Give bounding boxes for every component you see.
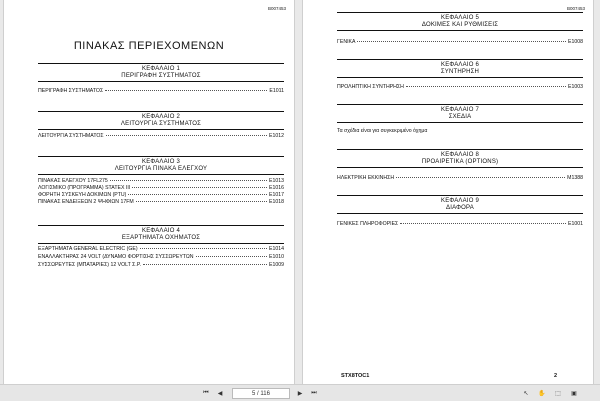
divider (337, 167, 583, 168)
divider (337, 30, 583, 31)
divider (38, 81, 284, 82)
chapter-heading: ΚΕΦΑΛΑΙΟ 6 ΣΥΝΤΗΡΗΣΗ (337, 59, 583, 78)
toc-entry[interactable]: ΠΙΝΑΚΑΣ ΕΛΕΓΧΟΥ 17FL275 E1013 (38, 178, 284, 184)
chapter-heading: ΚΕΦΑΛΑΙΟ 7 ΣΧΕΔΙΑ (337, 104, 583, 123)
toc-entry[interactable]: ΛΕΙΤΟΥΡΓΙΑ ΣΥΣΤΗΜΑΤΟΣ E1012 (38, 133, 284, 139)
document-code: B007453 (566, 6, 585, 11)
right-page (303, 0, 593, 385)
chapter-heading: ΚΕΦΑΛΑΙΟ 2 ΛΕΙΤΟΥΡΓΙΑ ΣΥΣΤΗΜΑΤΟΣ (38, 111, 284, 130)
divider (38, 156, 284, 157)
hand-tool-icon[interactable]: ✋ (538, 390, 546, 397)
chapter-heading: ΚΕΦΑΛΑΙΟ 3 ΛΕΙΤΟΥΡΓΙΑ ΠΙΝΑΚΑ ΕΛΕΓΧΟΥ (38, 156, 284, 175)
toc-entry[interactable]: ΛΟΓΙΣΜΙΚΟ (ΠΡΟΓΡΑΜΜΑ) STATEX III E1016 (38, 185, 284, 191)
divider (337, 122, 583, 123)
divider (337, 12, 583, 13)
toc-entry[interactable]: ΦΟΡΗΤΗ ΣΥΣΚΕΥΗ ΔΟΚΙΜΩΝ (PTU) E1017 (38, 192, 284, 198)
toc-entry[interactable]: ΠΙΝΑΚΑΣ ΕΝΔΕΙΞΕΩΝ 2 ΨΗΦΙΩΝ 17FM E1018 (38, 199, 284, 205)
chapter-heading: ΚΕΦΑΛΑΙΟ 1 ΠΕΡΙΓΡΑΦΗ ΣΥΣΤΗΜΑΤΟΣ (38, 63, 284, 82)
divider (337, 195, 583, 196)
toc-entry[interactable]: ΗΛΕΚΤΡΙΚΗ ΕΚΚΙΝΗΣΗ M1388 (337, 175, 583, 181)
chapter-heading: ΚΕΦΑΛΑΙΟ 4 ΕΞΑΡΤΗΜΑΤΑ ΟΧΗΜΑΤΟΣ (38, 225, 284, 244)
chapter-heading: ΚΕΦΑΛΑΙΟ 5 ΔΟΚΙΜΕΣ ΚΑΙ ΡΥΘΜΙΣΕΙΣ (337, 12, 583, 31)
divider (38, 243, 284, 244)
chapter-heading: ΚΕΦΑΛΑΙΟ 8 ΠΡΟΑΙΡΕΤΙΚΑ (OPTIONS) (337, 149, 583, 168)
divider (38, 129, 284, 130)
chapter-note: Τα σχέδια είναι για συγκεκριμένο όχημα (337, 128, 428, 134)
divider (38, 111, 284, 112)
divider (337, 59, 583, 60)
previous-page-icon[interactable]: ◀ (217, 390, 223, 397)
divider (337, 104, 583, 105)
page-number: 2 (553, 373, 557, 379)
toc-entry[interactable]: ΕΝΑΛΛΑΚΤΗΡΑΣ 24 VOLT (ΔΥΝΑΜΟ ΦΟΡΤΙΣΗΣ ΣΥΣΣΩΡΕΥΤΩΝ E1010 (38, 254, 284, 260)
toc-entry[interactable]: ΣΥΣΣΩΡΕΥΤΕΣ (ΜΠΑΤΑΡΙΕΣ) 12 VOLT Σ.Ρ. E1009 (38, 262, 284, 268)
footer-code: STX8TOC1 (341, 373, 370, 379)
page-number-input[interactable]: 5 / 116 (232, 388, 290, 399)
last-page-icon[interactable]: ⏭ (311, 389, 317, 396)
toc-entry[interactable]: ΓΕΝΙΚΑ E1008 (337, 39, 583, 45)
fit-page-icon[interactable]: ⬚ (555, 390, 561, 397)
document-code: B007453 (267, 6, 286, 11)
two-page-view-icon[interactable]: ▣ (571, 390, 577, 397)
first-page-icon[interactable]: ⏮ (203, 389, 209, 396)
viewer-toolbar (0, 384, 600, 401)
select-cursor-icon[interactable]: ↖ (523, 390, 529, 397)
divider (337, 77, 583, 78)
toc-entry[interactable]: ΠΕΡΙΓΡΑΦΗ ΣΥΣΤΗΜΑΤΟΣ E1011 (38, 88, 284, 94)
divider (337, 213, 583, 214)
divider (38, 225, 284, 226)
toc-entry[interactable]: ΠΡΟΛΗΠΤΙΚΗ ΣΥΝΤΗΡΗΣΗ E1003 (337, 84, 583, 90)
divider (38, 63, 284, 64)
toc-title: ΠΙΝΑΚΑΣ ΠΕΡΙΕΧΟΜΕΝΩΝ (73, 40, 225, 52)
divider (38, 174, 284, 175)
chapter-heading: ΚΕΦΑΛΑΙΟ 9 ΔΙΑΦΟΡΑ (337, 195, 583, 214)
left-page (4, 0, 294, 385)
toc-entry[interactable]: ΓΕΝΙΚΕΣ ΠΛΗΡΟΦΟΡΙΕΣ E1001 (337, 221, 583, 227)
divider (337, 149, 583, 150)
toc-entry[interactable]: ΕΞΑΡΤΗΜΑΤΑ GENERAL ELECTRIC (GE) E1014 (38, 246, 284, 252)
next-page-icon[interactable]: ▶ (297, 390, 303, 397)
